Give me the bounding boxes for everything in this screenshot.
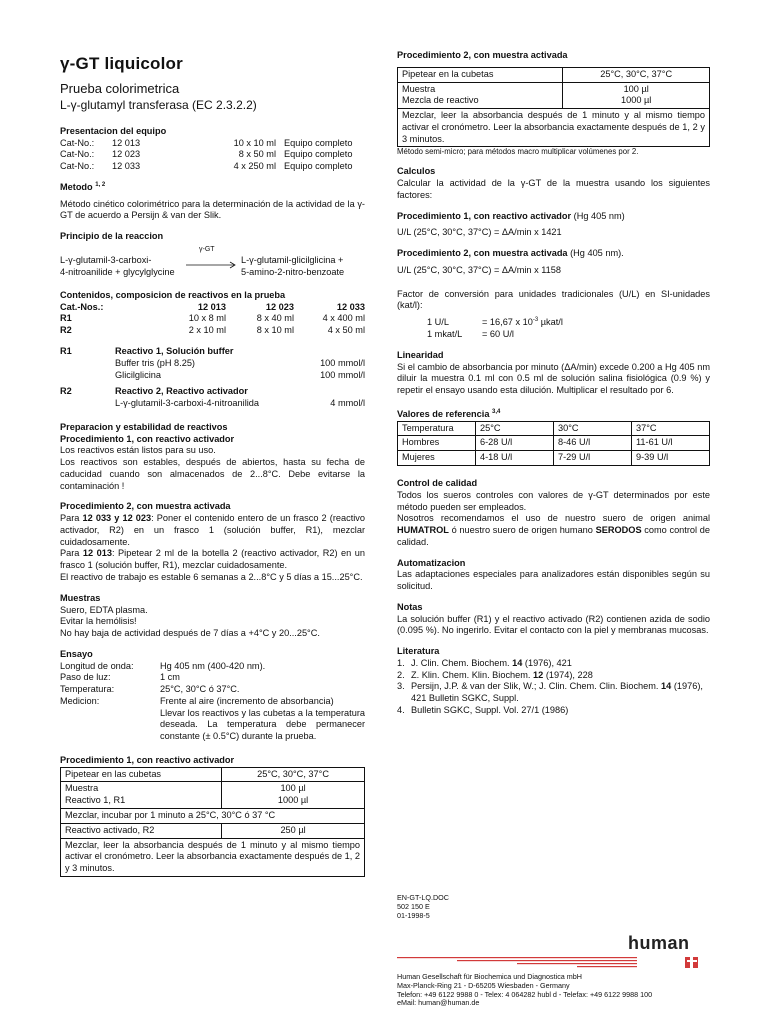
enzyme-label: γ-GT	[199, 245, 215, 253]
control-p2: Nosotros recomendamos el uso de nuestro suero de origen animal HUMATROL ó nuestro suero de origen humano SERODOS como control de calidad.	[397, 513, 710, 547]
calc-p2-heading: Procedimiento 2, con muestra activada (Hg 405 nm).	[397, 248, 624, 259]
muestras-line: No hay baja de actividad después de 7 días a +4°C y 20...25°C.	[60, 628, 320, 639]
document-codes: EN-GT-LQ.DOC 502 150 E 01-1998-5	[397, 893, 449, 920]
muestras-heading: Muestras	[60, 592, 101, 603]
reaction-equation	[60, 243, 365, 281]
human-logo: human	[628, 933, 690, 953]
table-row: Hombres 6-28 U/l 8-46 U/l 11-61 U/l	[398, 436, 710, 451]
notas-text: La solución buffer (R1) y el reactivo activado (R2) contienen azida de sodio (0.095 %). No ingerirlo. Evitar el contacto con la piel y membranas mucosas.	[397, 613, 710, 636]
control-heading: Control de calidad	[397, 478, 478, 488]
list-item: 3. Persijn, J.P. & van der Slik, W.; J. Clin. Chem. Clin. Biochem. 14 (1976), 421 Bulletin SGKC, Suppl.	[397, 681, 703, 704]
list-item: 2. Z. Klin. Chem. Klin. Biochem. 12 (1974), 228	[397, 669, 593, 680]
r1-item: Buffer tris (pH 8.25) 100 mmol/l	[115, 357, 365, 368]
r1-title-row: R1 Reactivo 1, Solución buffer	[60, 345, 234, 356]
cat-row: Cat-No.: 12 023 8 x 50 ml Equipo completo	[60, 149, 353, 160]
contenidos-heading: Contenidos, composicion de reactivos en la prueba	[60, 289, 286, 300]
reaction-arrow-icon	[186, 261, 238, 269]
brand-stripes-icon	[397, 957, 711, 969]
table-row: Mujeres 4-18 U/l 7-29 U/l 9-39 U/l	[398, 451, 710, 466]
automatizacion-text: Las adaptaciones especiales para analizadores están disponibles según su solicitud.	[397, 569, 710, 592]
reaction-left-2: 4-nitroanilide + glycylglycine	[60, 266, 175, 277]
calc-p1-heading: Procedimiento 1, con reactivo activador (Hg 405 nm)	[397, 210, 625, 221]
literatura-heading: Literatura	[397, 646, 440, 657]
prep-proc1-heading: Procedimiento 1, con reactivo activador	[60, 433, 235, 444]
presentacion-list	[60, 138, 365, 173]
valores-table	[397, 421, 710, 466]
ensayo-row: Paso de luz: 1 cm	[60, 672, 180, 683]
calc-p2-formula: U/L (25°C, 30°C, 37°C) = ΔA/min x 1158	[397, 264, 561, 275]
linearidad-text: Si el cambio de absorbancia por minuto (ΔA/min) excede 0.200 a Hg 405 nm diluir la muestra 0.1 ml con 0.5 ml de solución salina fisiológica (0.9 %) y repetir el ensayo usando esta dilución. Multiplicar el resultado por 6.	[397, 361, 710, 396]
ensayo-row: Temperatura: 25°C, 30°C ó 37°C.	[60, 684, 240, 695]
calc-p1-formula: U/L (25°C, 30°C, 37°C) = ΔA/min x 1421	[397, 227, 562, 238]
preparacion-heading: Preparacion y estabilidad de reactivos	[60, 421, 228, 432]
cat-row: Cat-No.: 12 013 10 x 10 ml Equipo completo	[60, 137, 353, 148]
proc2-table-heading: Procedimiento 2, con muestra activada	[397, 50, 568, 60]
metodo-heading: Metodo $^{1, 2}$	[60, 181, 106, 192]
conv-row: 1 U/L = 16,67 x $10^{-3}$ µkat/l	[427, 317, 563, 328]
automatizacion-heading: Automatizacion	[397, 557, 466, 568]
prep-proc2-p1: Para 12 033 y 12 023: Poner el contenido entero de un frasco 2 (reactivo activador, R2) en un frasco 1 (solución buffer, R1), mezclar cuidadosamente.	[60, 513, 365, 547]
list-item: 1. J. Clin. Chem. Biochem. 14 (1976), 421	[397, 657, 572, 668]
principio-heading: Principio de la reaccion	[60, 231, 164, 242]
right-column	[397, 50, 710, 717]
document-subtitle: Prueba colorimetrica	[60, 80, 180, 96]
contenidos-header-row: Cat.-Nos.: 12 013 12 023 12 033	[60, 301, 365, 312]
valores-heading: Valores de referencia $^{3,4}$	[397, 408, 501, 419]
reaction-right-2: 5-amino-2-nitro-benzoate	[241, 266, 345, 277]
ensayo-row: Longitud de onda: Hg 405 nm (400-420 nm).	[60, 660, 266, 671]
prep-proc1-text2: Los reactivos son estables, después de abiertos, hasta su fecha de caducidad cuando son almacenados de 2...8°C. Debe evitarse la contaminación !	[60, 457, 365, 491]
calculos-text: Calcular la actividad de la γ-GT de la muestra usando los siguientes factores:	[397, 178, 710, 200]
prep-proc2-heading: Procedimiento 2, con muestra activada	[60, 501, 231, 512]
notas-heading: Notas	[397, 601, 423, 612]
control-p1: Todos los sueros controles con valores de γ-GT determinados por este método pueden ser empleados.	[397, 489, 710, 512]
proc2-note: Método semi-micro; para métodos macro multiplicar volúmenes por 2.	[397, 147, 639, 157]
prep-proc2-p3: El reactivo de trabajo es estable 6 semanas a 2...8°C y 5 días a 15...25°C.	[60, 572, 363, 582]
calculos-heading: Calculos	[397, 166, 436, 177]
metodo-text: Método cinético colorimétrico para la determinación de la actividad de la γ-GT de acuerdo a Persijn & van der Slik.	[60, 198, 365, 221]
muestras-line: Suero, EDTA plasma.	[60, 604, 148, 615]
prep-proc1-text1: Los reactivos están listos para su uso.	[60, 445, 216, 456]
cat-row: Cat-No.: 12 033 4 x 250 ml Equipo completo	[60, 161, 353, 172]
conv-row: 1 mkat/L = 60 U/l	[427, 329, 514, 340]
presentacion-heading: Presentacion del equipo	[60, 125, 167, 136]
r2-item: L-γ-glutamil-3-carboxi-4-nitroanilida 4 mmol/l	[115, 398, 365, 409]
list-item: 4. Bulletin SGKC, Suppl. Vol. 27/1 (1986)	[397, 705, 569, 716]
r2-title-row: R2 Reactivo 2, Reactivo activador	[60, 386, 248, 397]
ensayo-row: Medicion: Frente al aire (incremento de absorbancia)	[60, 695, 334, 706]
table-row: Temperatura 25°C 30°C 37°C	[398, 421, 710, 436]
muestras-line: Evitar la hemólisis!	[60, 616, 137, 627]
left-column	[60, 50, 365, 877]
contenidos-row: R2 2 x 10 ml 8 x 10 ml 4 x 50 ml	[60, 325, 365, 336]
conv-text: Factor de conversión para unidades tradicionales (U/L) en SI-unidades (kat/l):	[397, 288, 710, 311]
prep-proc2-p2: Para 12 013: Pipetear 2 ml de la botella 2 (reactivo activador, R2) en un frasco 1 (solución buffer, R1), mezclar cuidadosamente.	[60, 548, 365, 571]
document-title: γ-GT liquicolor	[60, 54, 183, 73]
company-address: Human Gesellschaft für Biochemica und Diagnostica mbH Max-Planck-Ring 21 - D-65205 Wiesbaden - Germany Telefon: +49 6122 9988 0 - Telex: 4 064282 hubl d - Telefax: +49 6122 9988 100 eMail: human@human.de	[397, 972, 653, 1008]
proc1-table: Pipetear en las cubetas 25°C, 30°C, 37°C Muestra Reactivo 1, R1 100 µl 1000 µl Mezclar, incubar por 1 minuto a 25°C, 30°C ó 37 °C Reactivo activado, R2 250 µl Mezclar, leer la absorbancia después de 1 minuto y al mismo tiempo activar el cronómetro. Leer la absorbancia exactamente después de 1, 2 y 3 minutos.	[60, 767, 365, 877]
linearidad-heading: Linearidad	[397, 349, 444, 360]
ensayo-heading: Ensayo	[60, 648, 93, 659]
proc2-table: Pipetear en la cubetas 25°C, 30°C, 37°C Muestra Mezcla de reactivo 100 µl 1000 µl Mezclar, leer la absorbancia después de 1 minuto y al mismo tiempo activar el cronómetro. Leer la absorbancia exactamente después de 1, 2 y 3 minutos.	[397, 67, 710, 148]
proc1-table-heading: Procedimiento 1, con reactivo activador	[60, 754, 235, 765]
contenidos-row: R1 10 x 8 ml 8 x 40 ml 4 x 400 ml	[60, 313, 365, 324]
r1-item: Glicilglicina 100 mmol/l	[115, 369, 365, 380]
document-subtitle-2: L-γ-glutamyl transferasa (EC 2.3.2.2)	[60, 98, 257, 113]
reaction-right-1: L-γ-glutamil-glicilglicina +	[241, 254, 344, 265]
ensayo-row: Llevar los reactivos y las cubetas a la temperatura deseada. La temperatura debe permanecer constante (± 0.5°C) durante la prueba.	[160, 707, 365, 742]
reaction-left-1: L-γ-glutamil-3-carboxi-	[60, 254, 152, 265]
